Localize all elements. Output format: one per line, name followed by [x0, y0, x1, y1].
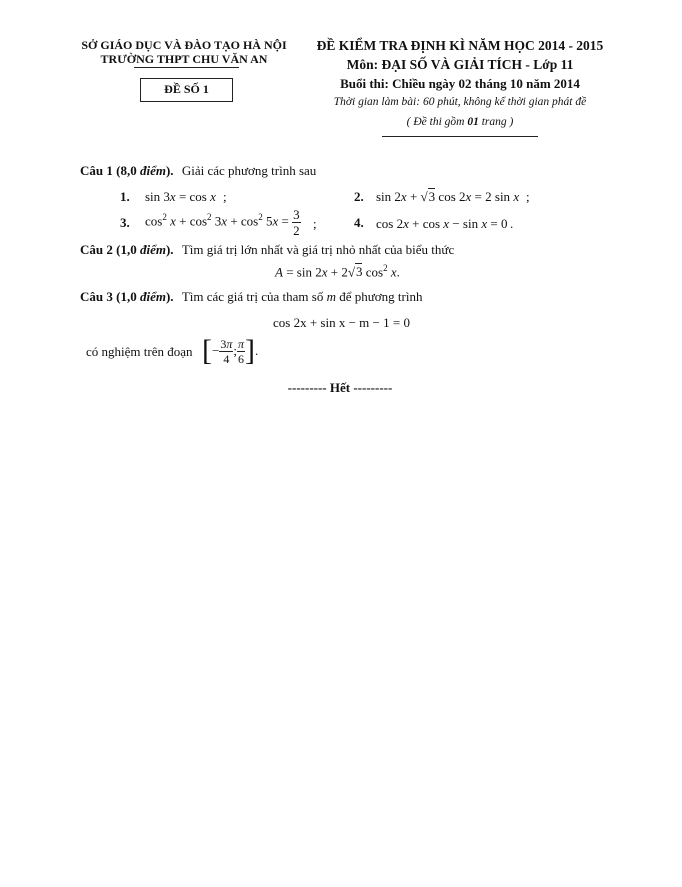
- question-3-heading: Câu 3 (1,0 điểm). Tìm các giá trị của tham số m để phương trình: [80, 289, 423, 304]
- exam-subject: Môn: ĐẠI SỐ VÀ GIẢI TÍCH - Lớp 11: [346, 57, 574, 72]
- q1-item-4-equation: cos 2x + cos x − sin x = 0: [376, 216, 508, 231]
- q1-item-2-number: 2.: [354, 189, 364, 204]
- q3-interval: [− $\frac{3\pi}{4}$ ; $\frac{\pi}{6}$ ].: [202, 334, 259, 367]
- q1-item-1-equation: sin 3x = cos x: [145, 189, 216, 204]
- q1-item-1-number: 1.: [120, 189, 130, 204]
- exam-code: ĐỀ SỐ 1: [164, 82, 209, 96]
- exam-duration: Thời gian làm bài: 60 phút, không kể thời gian phát đề: [333, 96, 587, 108]
- q1-item-2-separator: ;: [526, 189, 530, 204]
- title-underline: [382, 136, 538, 137]
- q1-item-3-number: 3.: [120, 215, 130, 230]
- q1-item-3-separator: ;: [313, 216, 317, 231]
- q1-item-4-number: 4.: [354, 215, 364, 230]
- end-marker: --------- Hết ---------: [287, 380, 393, 395]
- school-name: TRƯỜNG THPT CHU VĂN AN: [100, 52, 268, 66]
- question-2-heading: Câu 2 (1,0 điểm). Tìm giá trị lớn nhất và giá trị nhỏ nhất của biểu thức: [80, 242, 455, 257]
- exam-session: Buổi thi: Chiều ngày 02 tháng 10 năm 2014: [340, 76, 580, 91]
- department-name: SỞ GIÁO DỤC VÀ ĐÀO TẠO HÀ NỘI: [81, 38, 287, 52]
- exam-title: ĐỀ KIỂM TRA ĐỊNH KÌ NĂM HỌC 2014 - 2015: [316, 38, 604, 53]
- q1-item-3-equation: $\cos^2 x + \cos^2 3x + \cos^2 5x$ = $\frac{3}{2}$: [145, 207, 300, 238]
- q1-item-1-separator: ;: [223, 189, 227, 204]
- question-1-heading: Câu 1 (8,0 điểm). Giải các phương trình sau: [80, 163, 317, 178]
- q2-expression: A = sin 2x + 2√3 $\cos^2 x$.: [275, 263, 400, 280]
- pages-note: ( Đề thi gồm 01 trang ): [406, 116, 514, 128]
- q1-item-2-equation: sin 2x + √3 cos 2x = 2 sin x: [376, 189, 520, 204]
- q3-interval-text: có nghiệm trên đoạn: [86, 344, 193, 359]
- school-underline: [134, 67, 239, 68]
- q3-equation: cos 2x + sin x − m − 1 = 0: [273, 315, 410, 330]
- q1-item-4-separator: .: [510, 216, 514, 231]
